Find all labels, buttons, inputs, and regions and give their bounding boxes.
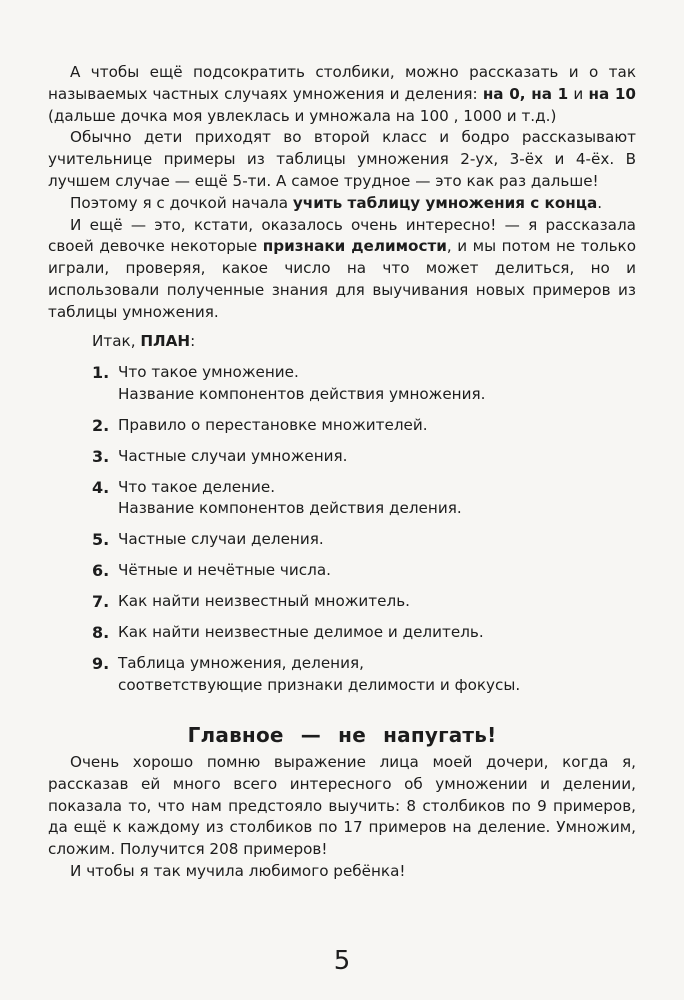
plan-item-line: Название компонентов действия умножения.: [118, 384, 486, 403]
text: :: [190, 332, 196, 350]
plan-item-text: [118, 591, 612, 613]
plan-item: [92, 362, 612, 405]
plan-item-number: 6.: [92, 561, 110, 580]
plan-item: [92, 622, 612, 644]
plan-item: [92, 415, 612, 437]
plan-label: [92, 330, 195, 352]
plan-item-line: Название компонентов действия деления.: [118, 499, 462, 517]
text: Поэтому я с дочкой начала: [70, 193, 293, 212]
bold-text: учить таблицу умножения с конца: [292, 193, 598, 212]
plan-item: [92, 446, 612, 468]
outro-paragraph-2: И чтобы я так мучила любимого ребёнка!: [70, 861, 406, 880]
section-heading: Главное — не напугать!: [187, 723, 497, 747]
text: Итак,: [92, 332, 141, 350]
bold-text: ПЛАН: [140, 332, 191, 350]
plan-item-number: 4.: [92, 477, 110, 497]
plan-item: [92, 591, 612, 613]
plan-item-number: 9.: [92, 654, 110, 673]
text: А чтобы ещё подсократить столбики, можно рассказать и о так называемых частных случаях умножения и деления:: [48, 63, 636, 103]
intro-paragraph-4: [48, 215, 636, 324]
bold-text: на 10: [588, 84, 636, 103]
plan-item: [92, 653, 612, 696]
plan-item-number: 1.: [92, 363, 110, 382]
bold-text: на 0, на 1: [482, 84, 569, 103]
outro-section: [48, 752, 636, 883]
plan-item: [92, 477, 612, 520]
plan-item-line: соответствующие признаки делимости и фокусы.: [118, 675, 521, 694]
text: .: [597, 193, 603, 212]
plan-item-number: 5.: [92, 530, 110, 549]
plan-item: [92, 560, 612, 582]
plan-item-line: Правило о перестановке множителей.: [118, 415, 428, 434]
plan-item: [92, 529, 612, 551]
plan-item-line: Как найти неизвестный множитель.: [118, 592, 410, 610]
plan-item-line: Чётные и нечётные числа.: [118, 561, 331, 579]
plan-item-line: Как найти неизвестные делимое и делитель.: [118, 623, 484, 641]
outro-paragraph-1: Очень хорошо помню выражение лица моей дочери, когда я, рассказав ей много всего интересного об умножении и делении, показала то, что нам предстояло выучить: 8 столбиков по 9 примеров, да ещё к каждому из столбиков по 17 примеров на деление. Умножим, сложим. Получится 208 примеров!: [48, 753, 636, 859]
plan-item-text: [118, 415, 612, 437]
text: и: [568, 84, 589, 103]
text: (дальше дочка моя увлеклась и умножала на 100 , 1000 и т.д.): [48, 106, 557, 125]
plan-item-text: [118, 622, 612, 644]
plan-item-line: Частные случаи умножения.: [118, 446, 348, 465]
plan-item-text: [118, 653, 612, 696]
intro-paragraph-1: [48, 62, 636, 127]
plan-item-text: [118, 446, 612, 468]
plan-item-line: Что такое деление.: [118, 477, 276, 496]
plan-item-line: Что такое умножение.: [118, 363, 299, 381]
plan-item-text: [118, 560, 612, 582]
bold-text: признаки делимости: [262, 237, 447, 256]
plan-item-number: 8.: [92, 623, 110, 642]
plan-item-number: 3.: [92, 446, 110, 466]
text: И ещё — это, кстати, оказалось очень интересно! — я рассказала своей девочке некоторые: [48, 215, 636, 256]
page-number: 5: [333, 946, 351, 976]
plan-item-line: Таблица умножения, деления,: [118, 654, 364, 672]
intro-paragraph-2: Обычно дети приходят во второй класс и бодро рассказывают учительнице примеры из таблицы умножения 2-ух, 3-ёх и 4-ёх. В лучшем случае — ещё 5-ти. А самое трудное — это как раз дальше!: [48, 128, 636, 190]
plan-item-text: [118, 529, 612, 551]
text: , и мы потом не только играли, проверяя, какое число на что может делиться, но и использовали полученные знания для выучивания новых примеров из таблицы умножения.: [48, 237, 636, 321]
intro-section: [48, 62, 636, 324]
plan-item-text: [118, 362, 612, 405]
plan-list: [92, 362, 612, 706]
intro-paragraph-3: [48, 193, 636, 215]
plan-item-text: [118, 477, 612, 520]
plan-item-line: Частные случаи деления.: [118, 530, 324, 548]
plan-item-number: 2.: [92, 415, 110, 435]
plan-item-number: 7.: [92, 592, 110, 611]
